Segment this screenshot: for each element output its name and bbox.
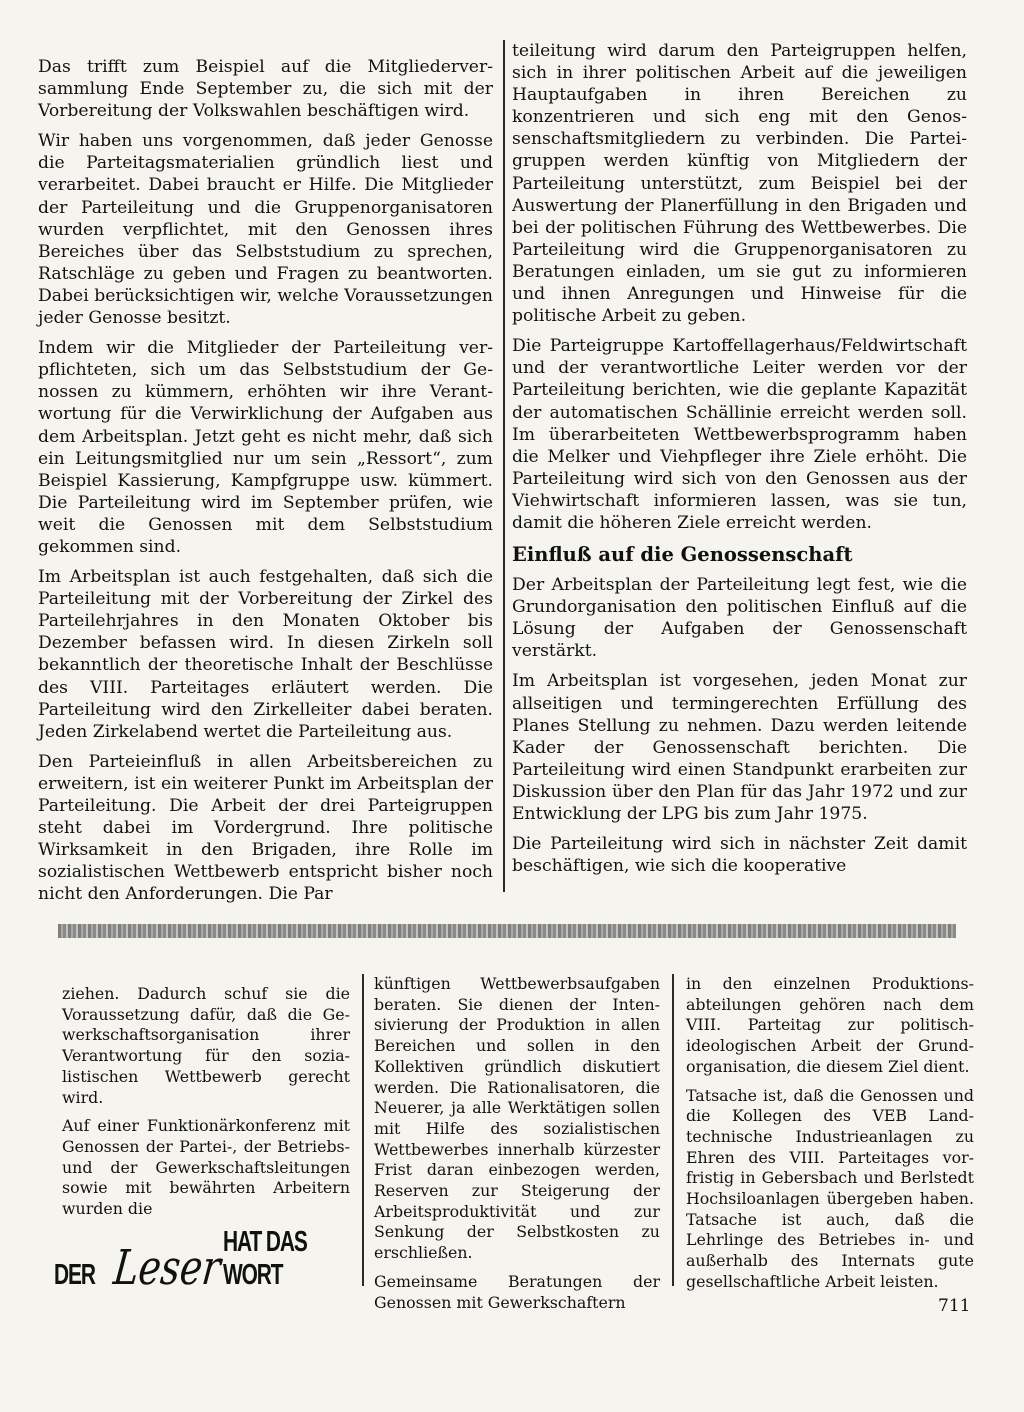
section-separator-band bbox=[58, 924, 956, 938]
paragraph: Wir haben uns vorgenommen, daß jeder Genosse die Parteitagsmaterialien gründlich liest und verarbeitet. Dabei braucht er Hilfe. Die Mitglieder der Parteileitung und die Gruppenorganisatoren wurden verpflichtet, mit den Genossen ihres Bereiches über das Selbststudium zu sprechen, Ratschläge zu geben und Fragen zu beantworten. Dabei berücksichtigen wir, welche Voraussetzungen jeder Genosse besitzt. bbox=[38, 131, 493, 329]
column-divider bbox=[672, 974, 674, 1286]
paragraph: Den Parteieinfluß in allen Arbeitsbereichen zu erweitern, ist ein weiterer Punkt im Arbeitsplan der Parteileitung. Die Arbeit der drei Parteigruppen steht dabei im Vordergrund. Ihre politische Wirksamkeit in den Brigaden, ihre Rolle im sozialistischen Wettbewerb entspricht bisher noch nicht den Anforderungen. Die Par bbox=[38, 751, 493, 905]
column-divider bbox=[503, 40, 505, 892]
logo-part-leser: Leser bbox=[110, 1240, 224, 1296]
paragraph: Indem wir die Mitglieder der Parteileitung verpflichteten, sich um das Selbststudium der Genossen zu kümmern, erhöhten wir ihre Verantwortung für die Verwirklichung der Aufgaben aus dem Arbeitsplan. Jetzt geht es nicht mehr, daß sich ein Leitungsmitglied nur um sein „Ressort“, zum Beispiel Kassierung, Kampfgruppe usw. kümmert. Die Parteileitung wird im September prüfen, wie weit die Genossen mit dem Selbststudium gekommen sind. bbox=[38, 338, 493, 557]
paragraph: Auf einer Funktionärkonferenz mit Genossen der Partei-, der Betriebs- und der Gewerkschaftsleitungen sowie mit bewährten Arbeitern wurden die bbox=[62, 1116, 350, 1219]
column-divider bbox=[362, 974, 364, 1286]
paragraph: in den einzelnen Produktionsabteilungen gehören nach dem VIII. Parteitag zur politisch-ideologischen Arbeit der Grundorganisation, die diesem Ziel dient. bbox=[686, 974, 974, 1076]
paragraph: teileitung wird darum den Parteigruppen helfen, sich in ihrer politischen Arbeit auf die jeweiligen Hauptaufgaben in ihren Bereichen zu konzentrieren und sich eng mit den Genossenschaftsmitgliedern zu verbinden. Die Parteigruppen werden künftig von Mitgliedern der Parteileitung unterstützt, zum Beispiel bei der Auswertung der Planerfüllung in den Brigaden und bei der politischen Führung des Wettbewerbes. Die Parteileitung wird die Gruppenorganisatoren zu Beratungen einladen, um sie gut zu informieren und ihnen Anregungen und Hinweise für die politische Arbeit zu geben. bbox=[512, 41, 967, 327]
logo-part-hat-das-wort: HAT DAS WORT bbox=[223, 1226, 307, 1291]
upper-left-column bbox=[38, 56, 493, 913]
paragraph: Tatsache ist, daß die Genossen und die Kollegen des VEB Landtechnische Industrieanlagen zu Ehren des VIII. Parteitages vorfristig in Gebersbach und Berlstedt Hochsiloanlagen übergeben haben. Tatsache ist auch, daß die Lehrlinge des Betriebes in- und außerhalb des Internats gute gesellschaftliche Arbeit leisten. bbox=[686, 1085, 974, 1291]
lower-column-2 bbox=[374, 974, 660, 1321]
lower-column-1 bbox=[62, 984, 350, 1228]
der-leser-hat-das-wort-logo bbox=[54, 1226, 346, 1296]
paragraph: ziehen. Dadurch schuf sie die Voraussetzung dafür, daß die Gewerkschaftsorganisation ihrer Verantwortung für den sozialistischen Wettbewerb gerecht wird. bbox=[62, 984, 350, 1107]
paragraph: Das trifft zum Beispiel auf die Mitgliederversammlung Ende September zu, die sich mit der Vorbereitung der Volkswahlen beschäftigen wird. bbox=[38, 57, 493, 122]
paragraph: Die Parteigruppe Kartoffellagerhaus/Feldwirtschaft und der verantwortliche Leiter werden vor der Parteileitung berichten, wie die geplante Kapazität der automatischen Schällinie erreicht werden soll. Im überarbeiteten Wettbewerbsprogramm haben die Melker und Viehpfleger ihre Ziele erhöht. Die Parteileitung wird sich von den Genossen aus der Viehwirtschaft informieren lassen, was sie tun, damit die höheren Ziele erreicht werden. bbox=[512, 336, 967, 533]
paragraph: Die Parteileitung wird sich in nächster Zeit damit beschäftigen, wie sich die kooperative bbox=[512, 834, 967, 877]
paragraph: Im Arbeitsplan ist vorgesehen, jeden Monat zur allseitigen und termingerechten Erfüllung des Planes Stellung zu nehmen. Dazu werden leitende Kader der Genossenschaft berichten. Die Parteileitung wird einen Standpunkt erarbeiten zur Diskussion über den Plan für das Jahr 1972 und zur Entwicklung der LPG bis zum Jahr 1975. bbox=[512, 671, 967, 824]
section-heading: Einfluß auf die Genossenschaft bbox=[512, 543, 853, 567]
logo-part-der: DER bbox=[54, 1259, 95, 1291]
lower-column-3 bbox=[686, 974, 974, 1301]
paragraph: Der Arbeitsplan der Parteileitung legt fest, wie die Grundorganisation den politischen Einfluß auf die Lösung der Aufgaben der Genossenschaft verstärkt. bbox=[512, 575, 967, 662]
paragraph: Im Arbeitsplan ist auch festgehalten, daß sich die Parteileitung mit der Vorbereitung der Zirkel des Parteilehrjahres in den Monaten Oktober bis Dezember befassen wird. In diesen Zirkeln soll bekanntlich der theoretische Inhalt der Beschlüsse des VIII. Parteitages erläutert werden. Die Parteileitung wird den Zirkelleiter dabei beraten. Jeden Zirkelabend wertet die Parteileitung aus. bbox=[38, 567, 493, 742]
paragraph: Gemeinsame Beratungen der Genossen mit Gewerkschaftern bbox=[374, 1271, 660, 1312]
upper-right-column bbox=[512, 40, 967, 885]
page-number: 711 bbox=[938, 1296, 971, 1316]
paragraph: künftigen Wettbewerbsaufgaben beraten. Sie dienen der Intensivierung der Produktion in allen Bereichen und sollen in den Kollektiven gründlich diskutiert werden. Die Rationalisatoren, die Neuerer, ja alle Werktätigen sollen mit Hilfe des sozialistischen Wettbewerbes innerhalb kürzester Frist daran einbezogen werden, Reserven zur Steigerung der Arbeitsproduktivität und zur Senkung der Selbstkosten zu erschließen. bbox=[374, 974, 660, 1263]
